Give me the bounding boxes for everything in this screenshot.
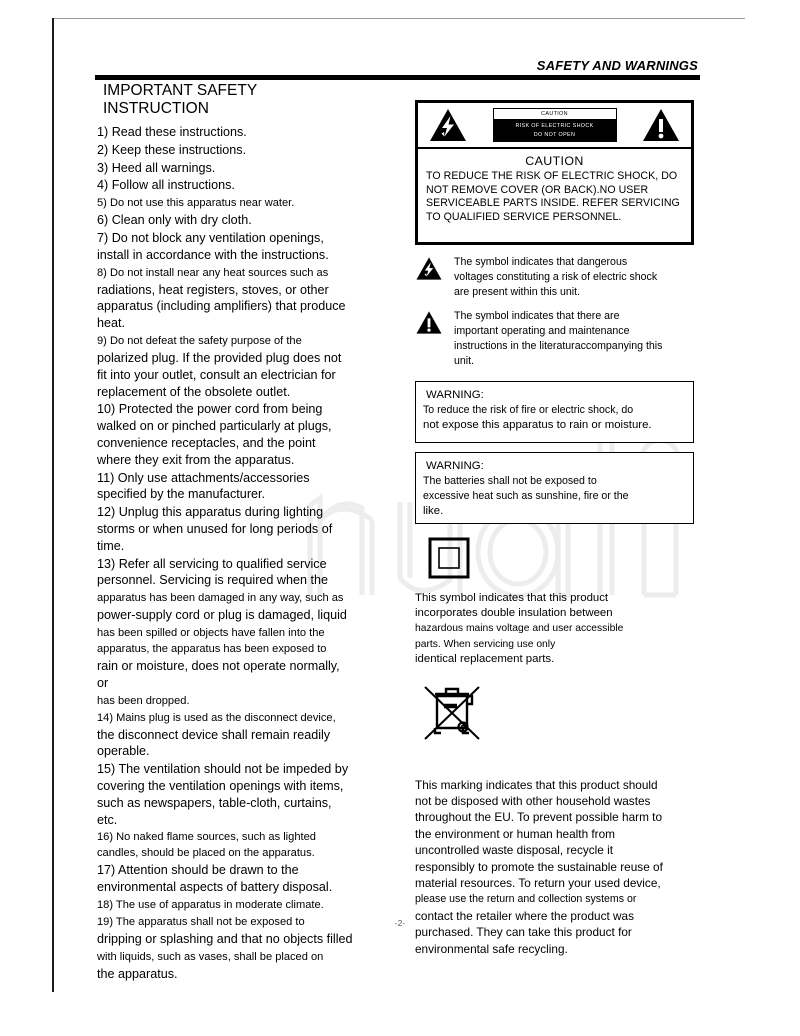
header-title: SAFETY AND WARNINGS bbox=[536, 58, 698, 73]
safety-instruction-item: 4) Follow all instructions. bbox=[97, 178, 235, 193]
safety-instruction-item: 14) Mains plug is used as the disconnect device, bbox=[97, 711, 336, 724]
symbol-explanation-row bbox=[415, 309, 700, 368]
safety-instruction-item: the apparatus. bbox=[97, 966, 178, 981]
symbol-explanation-text bbox=[445, 255, 700, 299]
caution-box bbox=[415, 100, 694, 245]
safety-instruction-item: 8) Do not install near any heat sources such as bbox=[97, 266, 329, 279]
symbol-explanation-line: The symbol indicates that there are bbox=[454, 310, 620, 323]
safety-instruction-item: 19) The apparatus shall not be exposed to bbox=[97, 915, 305, 928]
header-rule bbox=[95, 75, 700, 80]
caution-body-line: TO REDUCE THE RISK OF ELECTRIC SHOCK, DO bbox=[426, 170, 678, 182]
warning-title: WARNING: bbox=[426, 388, 484, 401]
safety-instruction-item: 11) Only use attachments/accessories specified by the manufacturer. bbox=[97, 470, 310, 502]
safety-instructions-column bbox=[97, 82, 353, 983]
symbol-explanation-line: important operating and maintenance bbox=[454, 325, 630, 338]
safety-instruction-list bbox=[97, 124, 353, 982]
safety-instruction-item: dripping or splashing and that no objects filled bbox=[97, 931, 353, 946]
exclamation-triangle-icon bbox=[641, 107, 681, 143]
safety-instruction-item: the disconnect device shall remain readily operable. bbox=[97, 727, 331, 759]
safety-instruction-item: 1) Read these instructions. bbox=[97, 125, 247, 139]
safety-instruction-item: 17) Attention should be drawn to the environmental aspects of battery disposal. bbox=[97, 863, 333, 895]
double-insulation-text bbox=[415, 591, 700, 668]
double-insulation-line: incorporates double insulation between bbox=[415, 606, 613, 619]
caution-body-line: NOT REMOVE COVER (OR BACK).NO USER bbox=[426, 183, 649, 196]
weee-line: not be disposed with other household wastes bbox=[415, 794, 651, 809]
caution-label-line1: RISK OF ELECTRIC SHOCK bbox=[515, 123, 594, 129]
safety-instruction-item: 5) Do not use this apparatus near water. bbox=[97, 197, 295, 210]
safety-instruction-item: 3) Heed all warnings. bbox=[97, 160, 216, 175]
double-insulation-line: hazardous mains voltage and user accessible bbox=[415, 623, 624, 635]
symbol-explanation-row bbox=[415, 255, 700, 299]
safety-instruction-item: has been dropped. bbox=[97, 694, 190, 707]
caution-label-block bbox=[493, 108, 617, 142]
double-insulation-line: parts. When servicing use only bbox=[415, 638, 556, 650]
caution-label-line2: DO NOT OPEN bbox=[533, 131, 576, 138]
weee-line: responsibly to promote the sustainable reuse of bbox=[415, 859, 663, 874]
double-insulation-line: This symbol indicates that this product bbox=[415, 591, 609, 604]
caution-box-body bbox=[418, 149, 691, 242]
weee-line: purchased. They can take this product for bbox=[415, 925, 632, 940]
caution-body-lines bbox=[426, 170, 683, 224]
weee-line: contact the retailer where the product was bbox=[415, 908, 635, 923]
safety-instruction-item: 13) Refer all servicing to qualified service personnel. Servicing is required when the bbox=[97, 556, 329, 588]
double-insulation-square-icon bbox=[427, 536, 471, 580]
safety-instruction-item: 16) No naked flame sources, such as lighted candles, should be placed on the apparatus. bbox=[97, 831, 316, 860]
safety-instruction-item: polarized plug. If the provided plug does not fit into your outlet, consult an electrician for replacement of the obsolete outlet. bbox=[97, 350, 342, 399]
caution-box-symbol-row bbox=[418, 103, 691, 149]
page-frame-top-rule bbox=[52, 18, 745, 19]
warnings-column bbox=[415, 100, 700, 957]
weee-line: the environment or human health from bbox=[415, 826, 615, 841]
safety-instruction-item: 18) The use of apparatus in moderate climate. bbox=[97, 898, 324, 911]
safety-instruction-item: 10) Protected the power cord from being walked on or pinched particularly at plugs, convenience receptacles, and the point where they exit from the apparatus. bbox=[97, 402, 332, 467]
warning-box bbox=[415, 381, 694, 443]
safety-instruction-item: 2) Keep these instructions. bbox=[97, 142, 247, 157]
caution-label-top: CAUTION bbox=[493, 108, 617, 120]
warning-box bbox=[415, 452, 694, 524]
weee-text bbox=[415, 777, 700, 957]
safety-instruction-item: power-supply cord or plug is damaged, liquid bbox=[97, 608, 347, 623]
safety-instruction-item: rain or moisture, does not operate normally, or bbox=[97, 658, 340, 690]
symbol-explanation-line: unit. bbox=[454, 354, 475, 367]
safety-instruction-item: 12) Unplug this apparatus during lighting storms or when unused for long periods of time. bbox=[97, 505, 333, 553]
symbol-explanation-line: are present within this unit. bbox=[454, 285, 581, 298]
symbol-explanation-line: The symbol indicates that dangerous bbox=[454, 256, 628, 268]
safety-instruction-item: apparatus has been damaged in any way, such as bbox=[97, 592, 344, 605]
safety-instruction-item: radiations, heat registers, stoves, or other apparatus (including amplifiers) that produce heat. bbox=[97, 282, 346, 331]
warning-line: not expose this apparatus to rain or moisture. bbox=[423, 418, 652, 431]
crossed-out-wheelie-bin-icon bbox=[421, 682, 483, 744]
symbol-explanation-line: instructions in the literaturaccompanying this bbox=[454, 339, 663, 352]
weee-line: environmental safe recycling. bbox=[415, 941, 568, 956]
exclamation-triangle-icon bbox=[415, 309, 445, 335]
safety-instruction-item: with liquids, such as vases, shall be placed on bbox=[97, 950, 324, 963]
safety-instruction-item: 9) Do not defeat the safety purpose of the bbox=[97, 334, 302, 347]
caution-body-line: TO QUALIFIED SERVICE PERSONNEL. bbox=[426, 210, 622, 223]
page-header bbox=[95, 58, 700, 80]
caution-body-line: SERVICEABLE PARTS INSIDE. REFER SERVICING bbox=[426, 197, 680, 209]
warning-title: WARNING: bbox=[426, 459, 484, 472]
caution-label-bottom bbox=[493, 120, 617, 142]
warning-line: like. bbox=[423, 504, 444, 517]
warning-line: excessive heat such as sunshine, fire or the bbox=[423, 489, 629, 502]
weee-line: please use the return and collection systems or bbox=[415, 893, 637, 906]
lightning-bolt-triangle-icon bbox=[415, 255, 445, 281]
weee-line: uncontrolled waste disposal, recycle it bbox=[415, 843, 614, 858]
warning-line: The batteries shall not be exposed to bbox=[423, 474, 597, 487]
weee-line: This marking indicates that this product should bbox=[415, 777, 658, 792]
symbol-explanation-line: voltages constituting a risk of electric shock bbox=[454, 270, 658, 283]
weee-line: material resources. To return your used device, bbox=[415, 876, 661, 891]
safety-instruction-item: 7) Do not block any ventilation openings, install in accordance with the instructions. bbox=[97, 230, 329, 262]
warning-line: To reduce the risk of fire or electric shock, do bbox=[423, 403, 634, 416]
lightning-bolt-triangle-icon bbox=[428, 107, 468, 143]
page-frame-left-rule bbox=[52, 18, 54, 992]
weee-line: throughout the EU. To prevent possible harm to bbox=[415, 810, 663, 825]
safety-instruction-item: 15) The ventilation should not be impeded by covering the ventilation openings with items, such as newspapers, table-cloth, curtains, etc. bbox=[97, 762, 349, 827]
safety-instruction-item: has been spilled or objects have fallen into the apparatus, the apparatus has been exposed to bbox=[97, 626, 327, 655]
symbol-explanations bbox=[415, 255, 700, 369]
symbol-explanation-text bbox=[445, 309, 700, 368]
page-title: IMPORTANT SAFETY INSTRUCTION bbox=[103, 82, 257, 117]
warning-boxes bbox=[415, 381, 700, 524]
double-insulation-line: identical replacement parts. bbox=[415, 653, 555, 666]
caution-heading: CAUTION bbox=[525, 154, 584, 168]
page-number: -2- bbox=[394, 918, 406, 928]
safety-instruction-item: 6) Clean only with dry cloth. bbox=[97, 213, 252, 228]
